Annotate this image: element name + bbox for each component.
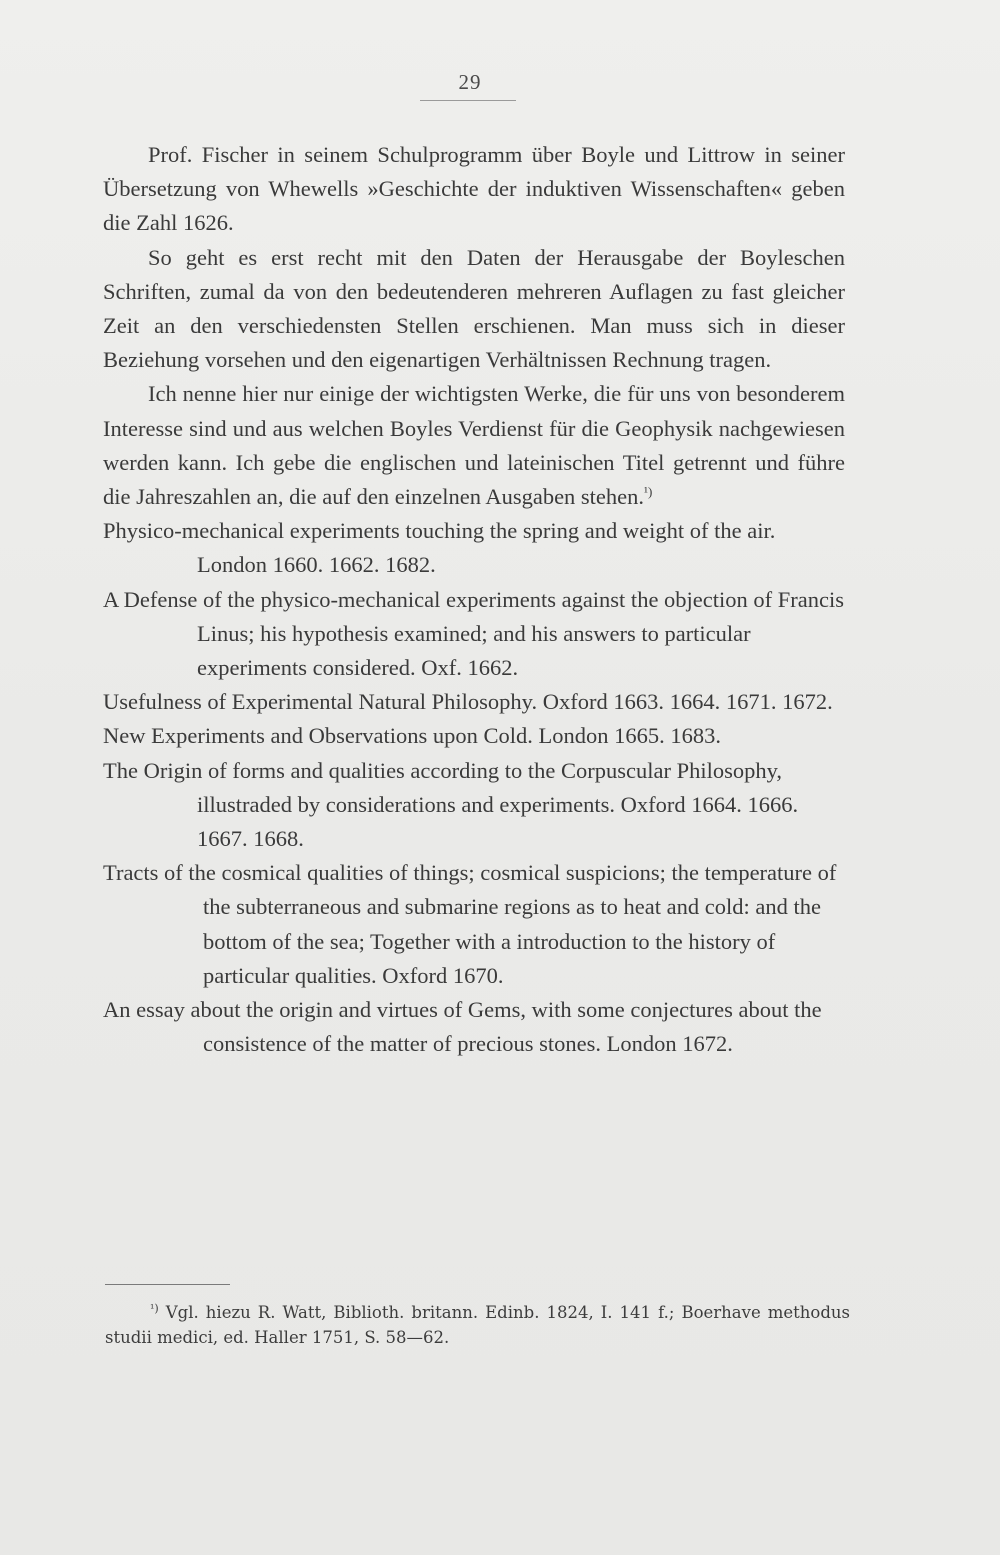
bibliography-entry: Tracts of the cosmical qualities of things; cosmical suspicions; the temperature of the subterraneous and submarine regions as to heat and cold: and the bottom of the sea; Together with a introduction to the history of particular qualities. Oxford 1670. xyxy=(103,860,837,988)
bibliography-entry: Usefulness of Experimental Natural Philosophy. Oxford 1663. 1664. 1671. 1672. xyxy=(103,689,833,715)
paragraph-2: So geht es erst recht mit den Daten der Herausgabe der Boyleschen Schriften, zumal da von den bedeutenderen mehreren Auflagen zu fast gleicher Zeit an den verschiedensten Stellen erschienen. Man muss sich in dieser Beziehung vorsehen und den eigenartigen Verhältnissen Rechnung tragen. xyxy=(103,244,845,373)
bibliography-entry: The Origin of forms and qualities according to the Corpuscular Philosophy, illustraded by considerations and experiments. Oxford 1664. 1666. 1667. 1668. xyxy=(103,757,799,852)
paragraph-1: Prof. Fischer in seinem Schulprogramm über Boyle und Littrow in seiner Übersetzung von Whewells »Geschichte der induktiven Wissenschaften« geben die Zahl 1626. xyxy=(103,142,845,236)
footnote-marker: ¹) xyxy=(150,1302,159,1315)
body-text xyxy=(103,138,845,1061)
bibliography-list xyxy=(103,514,845,1061)
bibliography-entry: New Experiments and Observations upon Cold. London 1665. 1683. xyxy=(103,723,722,749)
page-number: 29 xyxy=(458,70,482,94)
footnote-text: Vgl. hiezu R. Watt, Biblioth. britann. Edinb. 1824, I. 141 f.; Boerhave methodus studii medici, ed. Haller 1751, S. 58—62. xyxy=(105,1303,851,1347)
paragraph-3-text: Ich nenne hier nur einige der wichtigsten Werke, die für uns von besonderem Interesse sind und aus welchen Boyles Verdienst für die Geophysik nachgewiesen werden kann. Ich gebe die englischen und lateinischen Titel getrennt und führe die Jahreszahlen an, die auf den einzelnen Ausgaben stehen. xyxy=(103,381,845,510)
page-number-rule xyxy=(420,100,516,101)
bibliography-entry: A Defense of the physico-mechanical experiments against the objection of Francis Linus; his hypothesis examined; and his answers to particular experiments considered. Oxf. 1662. xyxy=(103,586,845,681)
footnote-rule xyxy=(105,1284,230,1285)
paragraph-3 xyxy=(103,377,845,514)
footnote xyxy=(105,1300,850,1350)
footnote-reference: ¹) xyxy=(644,484,653,500)
bibliography-entry: Physico-mechanical experiments touching the spring and weight of the air. London 1660. 1662. 1682. xyxy=(103,518,776,578)
bibliography-entry: An essay about the origin and virtues of Gems, with some conjectures about the consistence of the matter of precious stones. London 1672. xyxy=(103,997,822,1057)
